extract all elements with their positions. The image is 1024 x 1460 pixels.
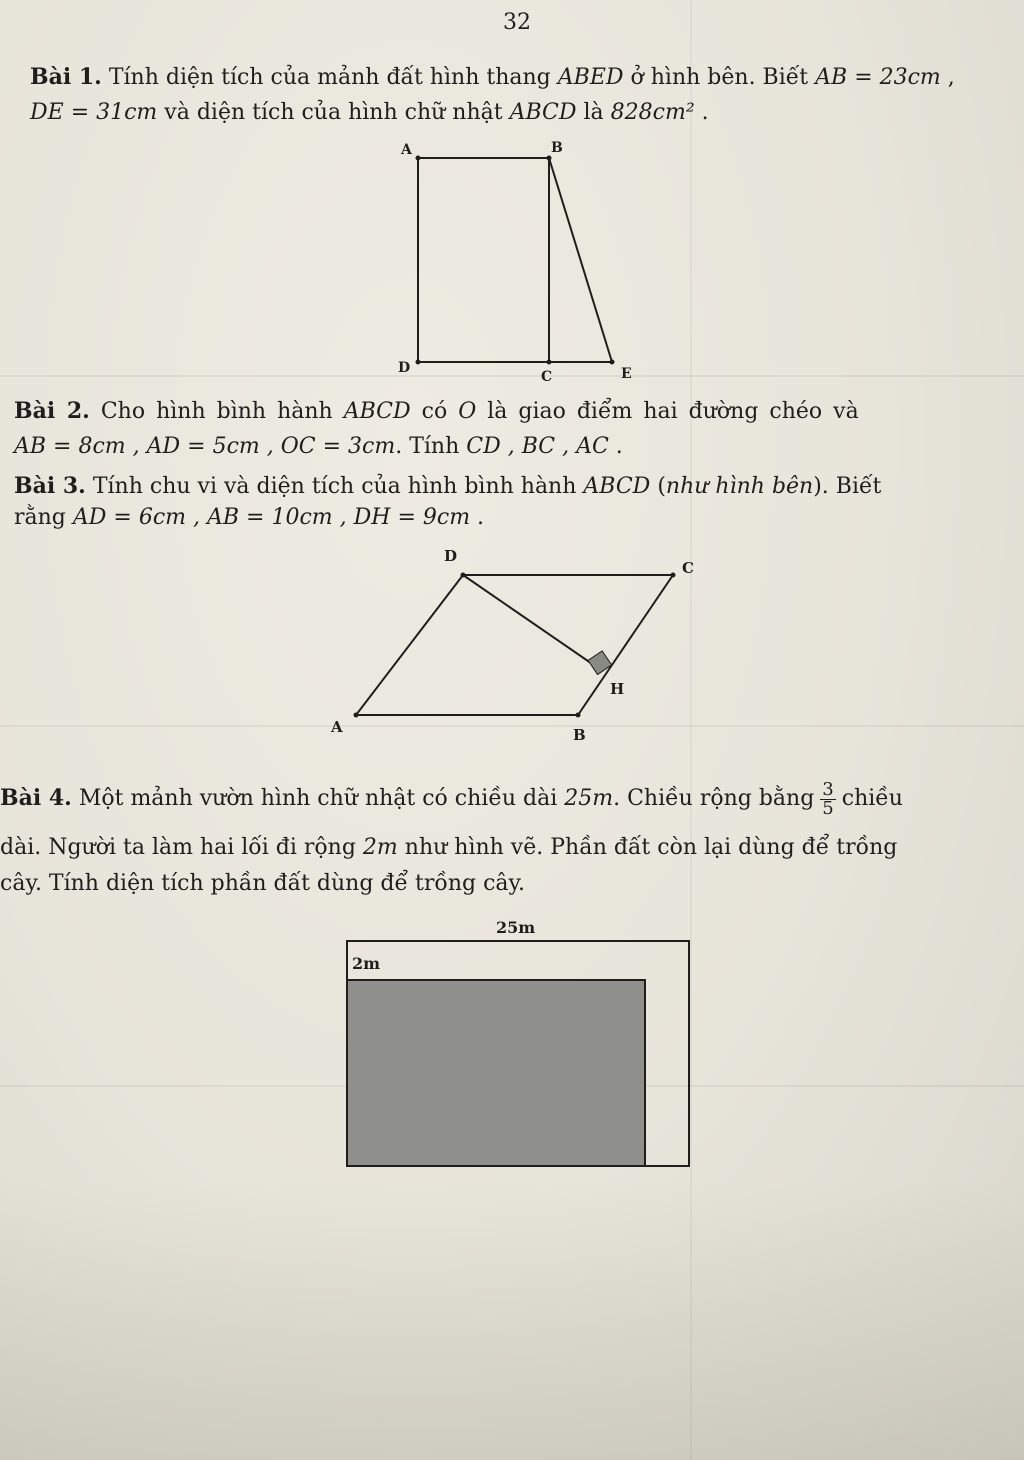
label-c: C	[541, 369, 553, 385]
height-dh	[463, 575, 601, 670]
fraction-denominator: 5	[822, 797, 834, 819]
point-d	[416, 360, 421, 365]
bai2-math: AB = 8cm , AD = 5cm , OC = 3cm	[14, 434, 396, 459]
label-e: E	[621, 366, 632, 382]
planting-area	[347, 980, 645, 1166]
point-a	[354, 713, 359, 718]
bai4-text: Một mảnh vườn hình chữ nhật có chiều dài	[71, 786, 565, 811]
bai4-label: Bài 4.	[0, 785, 72, 811]
bai3-text: (	[650, 474, 666, 499]
label-b: B	[551, 140, 563, 156]
bai1-text: là	[576, 100, 611, 125]
bai3-text: rằng	[14, 505, 73, 530]
label-a: A	[401, 142, 412, 158]
bai2-line1	[14, 396, 859, 427]
bai1-math: ABED	[557, 65, 624, 90]
label-b: B	[573, 726, 586, 744]
bai3-text: Tính chu vi và diện tích của hình bình hành	[85, 474, 584, 499]
trapezoid-abed	[418, 158, 612, 362]
bai1-figure	[418, 158, 612, 362]
fraction-three-fifths	[820, 778, 835, 819]
bai2-math: O	[458, 399, 477, 424]
bai2-text: Cho hình bình hành	[89, 399, 344, 424]
bai1-text: ở hình bên. Biết	[623, 65, 816, 90]
label-length: 25m	[496, 918, 536, 937]
label-c: C	[682, 559, 694, 577]
bai4-line2	[0, 833, 897, 863]
label-a: A	[331, 718, 343, 736]
bai2-label: Bài 2.	[14, 398, 90, 424]
point-b	[547, 156, 552, 161]
bai4-math: 2m	[362, 835, 398, 860]
bai4-line3: cây. Tính diện tích phần đất dùng để trồng cây.	[0, 871, 526, 896]
label-path-width: 2m	[352, 954, 381, 973]
bai4-text: chiều	[841, 786, 903, 811]
bai1-text: Tính diện tích của mảnh đất hình thang	[101, 65, 558, 90]
bai3-text: .	[470, 505, 485, 530]
bai1-math: ABCD	[509, 100, 577, 125]
point-a	[416, 156, 421, 161]
point-c	[671, 573, 676, 578]
bai2-text: có	[410, 399, 459, 424]
bai4-text: như hình vẽ. Phần đất còn lại dùng để trồng	[397, 835, 898, 860]
bai1-math: AB = 23cm	[815, 65, 941, 90]
bai3-line2	[14, 503, 484, 533]
point-b	[576, 713, 581, 718]
fraction-numerator: 3	[822, 778, 834, 800]
bai3-math: ABCD	[583, 474, 651, 499]
bai3-math: AD = 6cm , AB = 10cm , DH = 9cm	[72, 505, 471, 530]
bai3-text: ). Biết	[813, 474, 882, 499]
bai2-math: CD , BC , AC	[466, 434, 609, 459]
bai4-figure	[347, 941, 689, 1166]
bai4-text: dài. Người ta làm hai lối đi rộng	[0, 835, 363, 860]
bai1-text: .	[694, 100, 709, 125]
bai2-text: .	[608, 434, 623, 459]
bai3-figure	[356, 575, 673, 715]
bai3-label: Bài 3.	[14, 473, 86, 499]
bai4-math: 25m	[564, 786, 614, 811]
bai3-italic: như hình bên	[665, 474, 814, 499]
page-number: 32	[503, 10, 531, 35]
bai1-text: và diện tích của hình chữ nhật	[157, 100, 510, 125]
bai4-text: . Chiều rộng bằng	[613, 786, 815, 811]
bai4-line1	[0, 780, 903, 818]
bai3-line1	[14, 471, 881, 502]
point-d	[461, 573, 466, 578]
bai2-line2	[14, 432, 623, 462]
bai1-label: Bài 1.	[30, 64, 102, 90]
bai2-text: là giao điểm hai đường chéo và	[476, 399, 859, 424]
label-d: D	[398, 360, 411, 376]
bai1-math: 828cm²	[610, 100, 695, 125]
bai2-math: ABCD	[343, 399, 411, 424]
parallelogram-abcd	[356, 575, 673, 715]
bai1-points	[416, 156, 615, 365]
label-h: H	[610, 680, 625, 698]
label-d: D	[444, 547, 458, 565]
point-c	[547, 360, 552, 365]
point-e	[610, 360, 615, 365]
bai2-text: . Tính	[395, 434, 467, 459]
bai1-text: ,	[940, 65, 955, 90]
bai1-math: DE = 31cm	[30, 100, 158, 125]
